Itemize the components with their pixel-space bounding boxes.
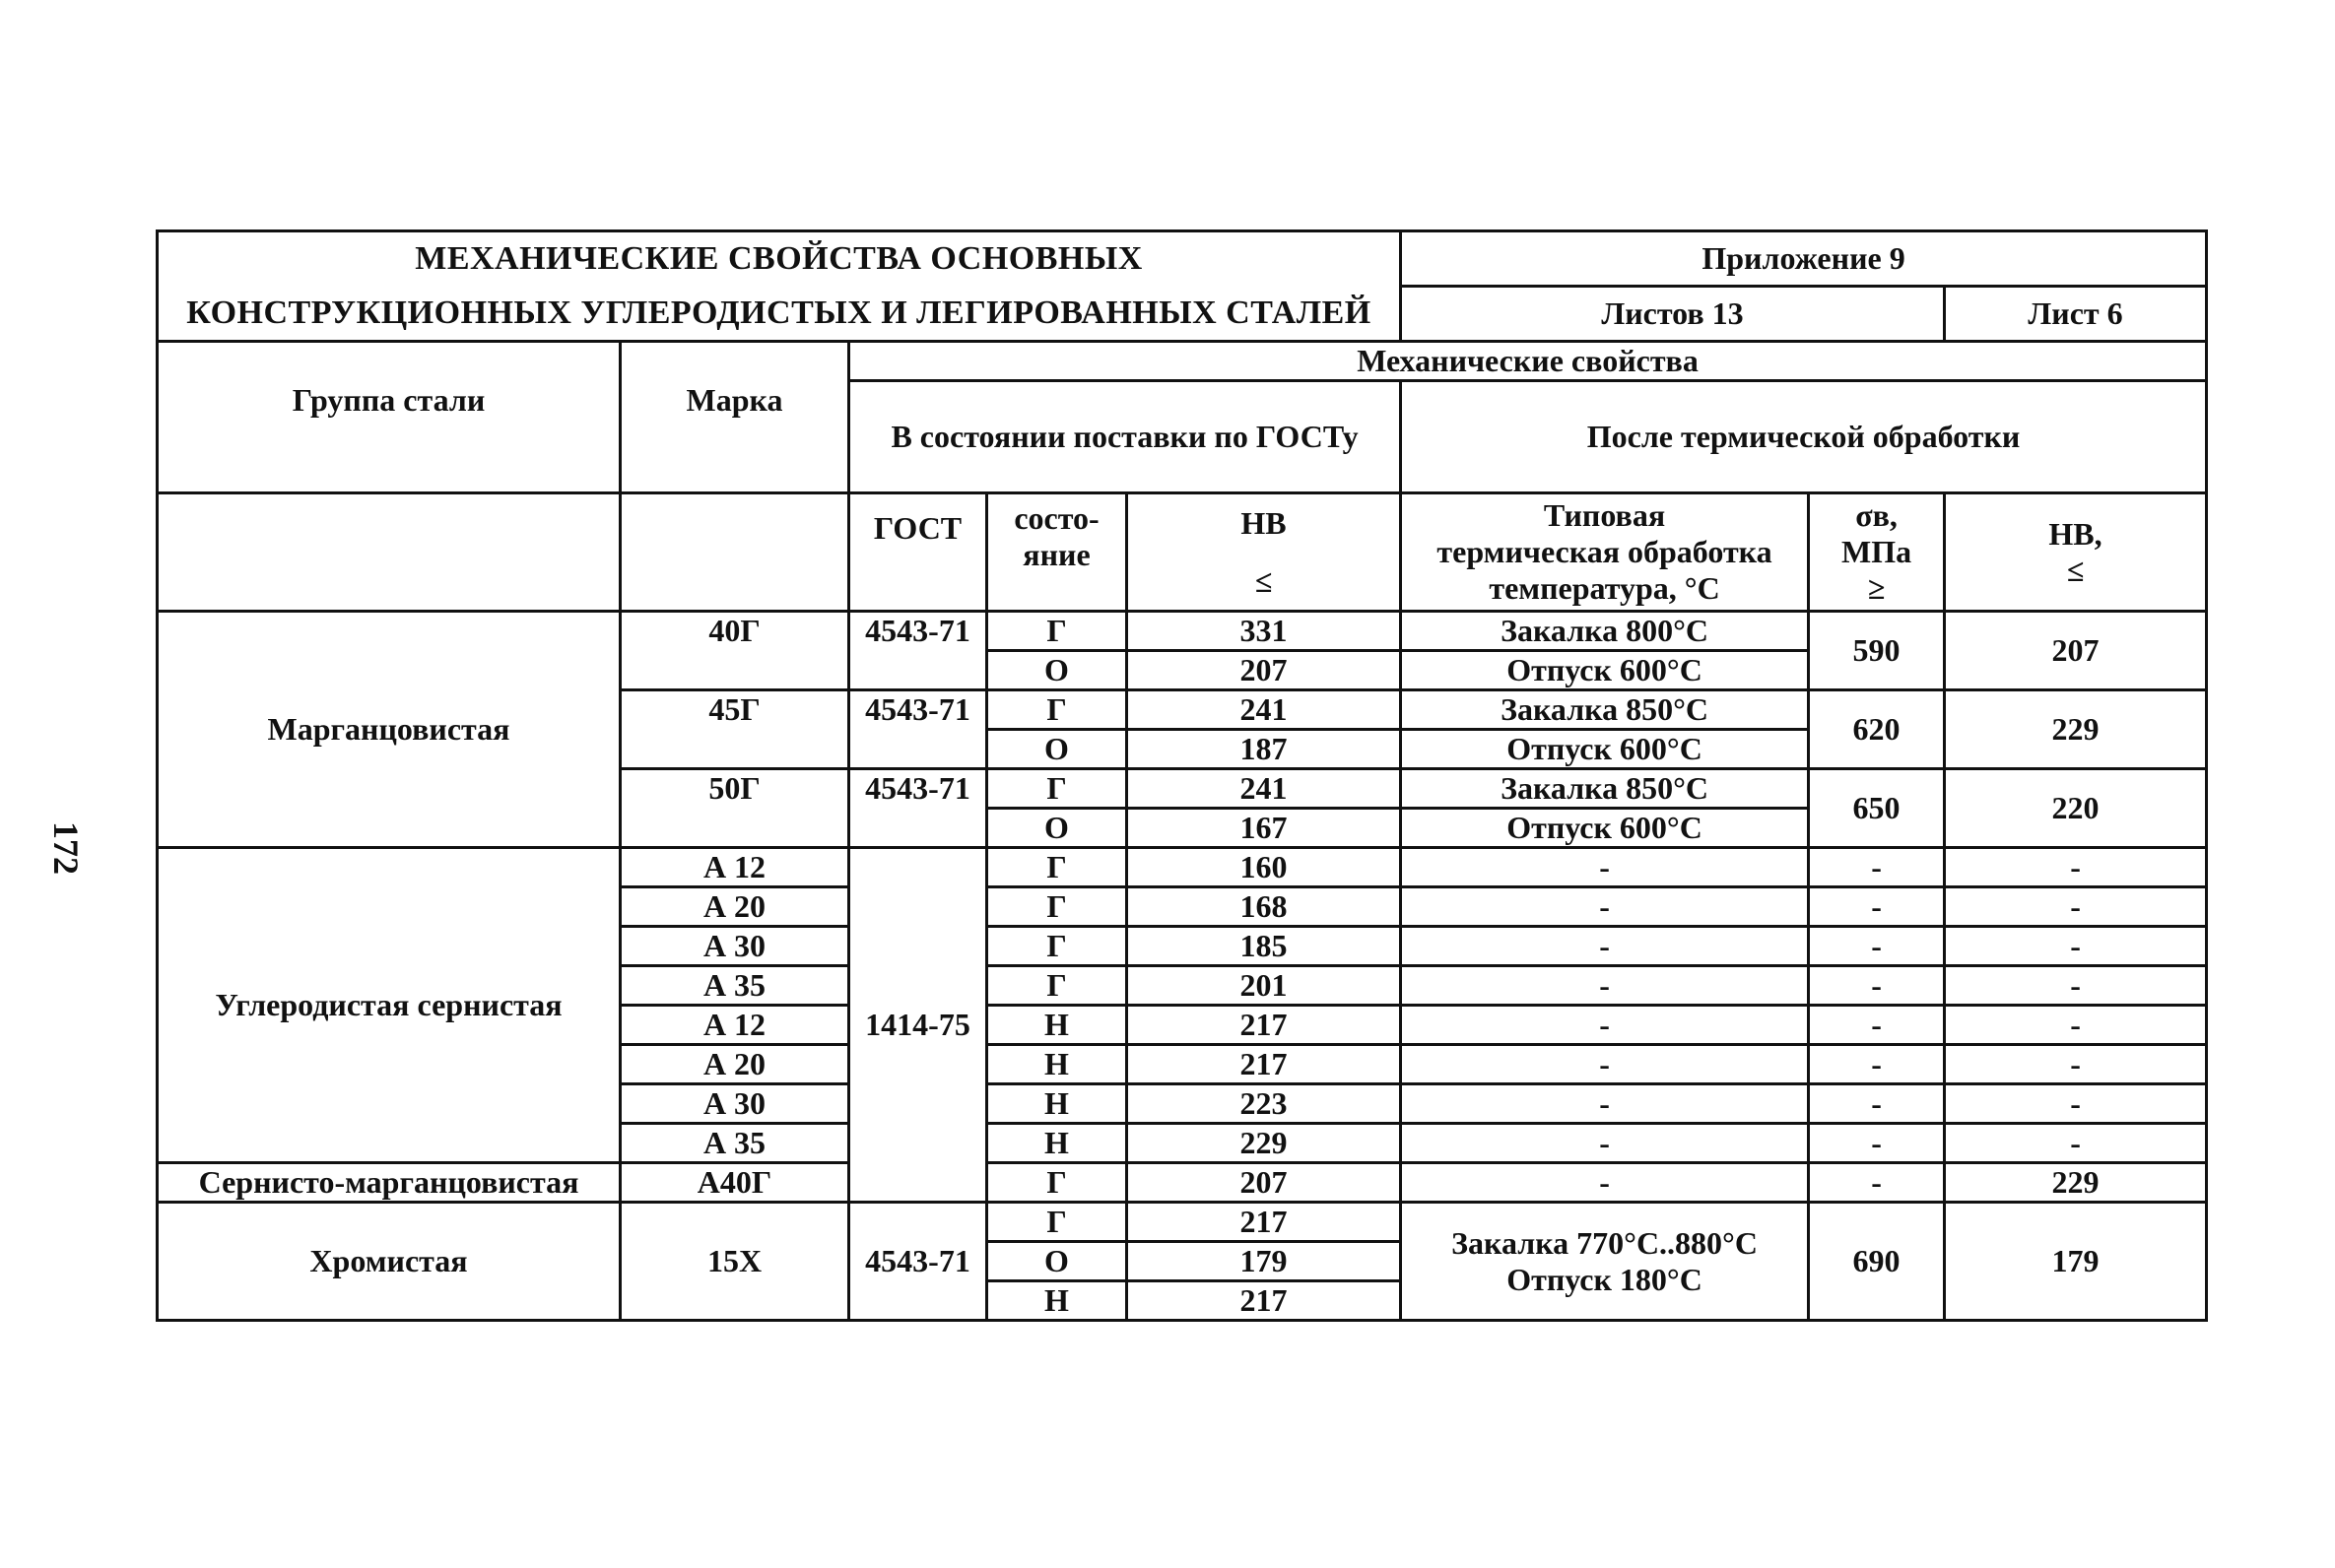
state-cell: Г — [987, 848, 1127, 887]
treatment-cell: Отпуск 600°С — [1401, 809, 1809, 848]
header-after-heat: После термической обработки — [1401, 381, 2207, 493]
header-state-line-1: состо- — [1014, 500, 1100, 536]
grade-cell: А40Г — [621, 1163, 849, 1203]
hb-after-cell: - — [1945, 1124, 2207, 1163]
header-state-line-2: яние — [1023, 536, 1091, 572]
hb-after-cell: - — [1945, 1084, 2207, 1124]
header-grade: Марка — [621, 342, 849, 493]
state-cell: Н — [987, 1045, 1127, 1084]
header-hb-le: ≤ — [1254, 562, 1273, 599]
header-hb-label: НВ — [1240, 504, 1287, 541]
table-row — [158, 612, 2207, 651]
hb-cell: 223 — [1127, 1084, 1401, 1124]
treatment-cell: Закалка 850°С — [1401, 690, 1809, 730]
hb-cell: 229 — [1127, 1124, 1401, 1163]
header-hb-after-le: ≤ — [2066, 552, 2085, 588]
sigma-cell: - — [1809, 1163, 1945, 1203]
treatment-cell: - — [1401, 927, 1809, 966]
hb-cell: 241 — [1127, 690, 1401, 730]
state-cell: Н — [987, 1124, 1127, 1163]
header-sigma-line-3: ≥ — [1867, 569, 1886, 606]
grade-cell: А 30 — [621, 927, 849, 966]
hb-after-cell: - — [1945, 1006, 2207, 1045]
sigma-cell: - — [1809, 1006, 1945, 1045]
header-hb-after — [1945, 493, 2207, 612]
treatment-line-2: Отпуск 180°С — [1506, 1261, 1702, 1297]
gost-cell: 1414-75 — [849, 848, 987, 1203]
group-sulfur-manganese: Сернисто-марганцовистая — [158, 1163, 621, 1203]
hb-cell: 201 — [1127, 966, 1401, 1006]
header-typical-line-2: термическая обработка — [1436, 534, 1772, 570]
treatment-cell: Отпуск 600°С — [1401, 651, 1809, 690]
header-hb — [1127, 493, 1401, 612]
treatment-cell — [1401, 1203, 1809, 1321]
state-cell: Г — [987, 769, 1127, 809]
header-typical-line-1: Типовая — [1543, 497, 1666, 534]
group-manganese: Марганцовистая — [158, 612, 621, 848]
treatment-cell: Отпуск 600°С — [1401, 730, 1809, 769]
grade-cell: А 12 — [621, 1006, 849, 1045]
gost-cell: 4543-71 — [849, 612, 987, 690]
treatment-cell: - — [1401, 966, 1809, 1006]
header-sigma-line-1: σв, — [1855, 497, 1898, 534]
grade-cell: А 20 — [621, 1045, 849, 1084]
header-typical-treatment — [1401, 493, 1809, 612]
state-cell: Г — [987, 927, 1127, 966]
state-cell: Н — [987, 1281, 1127, 1321]
treatment-line-1: Закалка 770°С..880°С — [1451, 1224, 1758, 1261]
hb-cell: 207 — [1127, 1163, 1401, 1203]
hb-cell: 160 — [1127, 848, 1401, 887]
hb-cell: 217 — [1127, 1006, 1401, 1045]
sigma-cell: - — [1809, 887, 1945, 927]
gost-cell: 4543-71 — [849, 1203, 987, 1321]
sigma-cell: - — [1809, 1124, 1945, 1163]
hb-cell: 207 — [1127, 651, 1401, 690]
state-cell: О — [987, 1242, 1127, 1281]
group-sulfur-carbon: Углеродистая сернистая — [158, 848, 621, 1163]
grade-cell: 45Г — [621, 690, 849, 769]
hb-cell: 217 — [1127, 1203, 1401, 1242]
table-row — [158, 1163, 2207, 1203]
hb-after-cell: 220 — [1945, 769, 2207, 848]
group-chrome: Хромистая — [158, 1203, 621, 1321]
state-cell: Г — [987, 966, 1127, 1006]
hb-after-cell: 179 — [1945, 1203, 2207, 1321]
title-line-1: МЕХАНИЧЕСКИЕ СВОЙСТВА ОСНОВНЫХ — [415, 240, 1143, 278]
grade-cell: А 35 — [621, 1124, 849, 1163]
hb-after-cell: - — [1945, 848, 2207, 887]
state-cell: Н — [987, 1006, 1127, 1045]
sigma-cell: - — [1809, 1045, 1945, 1084]
sigma-cell: - — [1809, 927, 1945, 966]
treatment-cell: - — [1401, 848, 1809, 887]
header-row-mech — [158, 342, 2207, 381]
hb-after-cell: - — [1945, 927, 2207, 966]
header-sigma — [1809, 493, 1945, 612]
hb-cell: 217 — [1127, 1281, 1401, 1321]
grade-cell: А 20 — [621, 887, 849, 927]
grade-cell: 50Г — [621, 769, 849, 848]
sigma-cell: - — [1809, 966, 1945, 1006]
appendix-label: Приложение 9 — [1401, 231, 2207, 287]
header-row-sub — [158, 493, 2207, 612]
sigma-cell: - — [1809, 1084, 1945, 1124]
page-number: 172 — [46, 821, 86, 875]
treatment-cell: - — [1401, 1006, 1809, 1045]
hb-after-cell: - — [1945, 887, 2207, 927]
header-gost: ГОСТ — [849, 493, 987, 612]
treatment-cell: - — [1401, 1163, 1809, 1203]
table-row — [158, 1203, 2207, 1242]
state-cell: О — [987, 730, 1127, 769]
sigma-cell: 620 — [1809, 690, 1945, 769]
grade-cell: А 12 — [621, 848, 849, 887]
state-cell: Г — [987, 690, 1127, 730]
table-row — [158, 848, 2207, 887]
hb-cell: 168 — [1127, 887, 1401, 927]
sigma-cell: 590 — [1809, 612, 1945, 690]
grade-cell: 40Г — [621, 612, 849, 690]
hb-after-cell: 229 — [1945, 1163, 2207, 1203]
gost-cell: 4543-71 — [849, 769, 987, 848]
state-cell: О — [987, 651, 1127, 690]
state-cell: Г — [987, 612, 1127, 651]
treatment-cell: - — [1401, 887, 1809, 927]
hb-after-cell: - — [1945, 1045, 2207, 1084]
hb-cell: 185 — [1127, 927, 1401, 966]
hb-after-cell: 207 — [1945, 612, 2207, 690]
steel-properties-table — [156, 229, 2208, 1322]
hb-cell: 179 — [1127, 1242, 1401, 1281]
title-line-2: КОНСТРУКЦИОННЫХ УГЛЕРОДИСТЫХ И ЛЕГИРОВАННЫХ СТАЛЕЙ — [186, 294, 1371, 331]
header-sigma-line-2: МПа — [1840, 534, 1912, 570]
sigma-cell: - — [1809, 848, 1945, 887]
state-cell: Г — [987, 887, 1127, 927]
header-typical-line-3: температура, °С — [1489, 569, 1720, 606]
header-hb-after-label: НВ, — [2048, 515, 2102, 552]
hb-cell: 187 — [1127, 730, 1401, 769]
sigma-cell: 690 — [1809, 1203, 1945, 1321]
treatment-cell: - — [1401, 1124, 1809, 1163]
table-title — [158, 231, 1401, 342]
title-row-1 — [158, 231, 2207, 287]
grade-cell: А 35 — [621, 966, 849, 1006]
header-as-delivered: В состоянии поставки по ГОСТу — [849, 381, 1401, 493]
header-group: Группа стали — [158, 342, 621, 493]
hb-cell: 217 — [1127, 1045, 1401, 1084]
header-empty-group — [158, 493, 621, 612]
treatment-cell: - — [1401, 1084, 1809, 1124]
hb-after-cell: - — [1945, 966, 2207, 1006]
treatment-cell: Закалка 800°С — [1401, 612, 1809, 651]
header-state — [987, 493, 1127, 612]
gost-cell: 4543-71 — [849, 690, 987, 769]
hb-after-cell: 229 — [1945, 690, 2207, 769]
treatment-cell: - — [1401, 1045, 1809, 1084]
hb-cell: 241 — [1127, 769, 1401, 809]
header-empty-grade — [621, 493, 849, 612]
grade-cell: А 30 — [621, 1084, 849, 1124]
hb-cell: 331 — [1127, 612, 1401, 651]
sheets-total: Листов 13 — [1401, 287, 1945, 342]
state-cell: О — [987, 809, 1127, 848]
state-cell: Г — [987, 1163, 1127, 1203]
treatment-cell: Закалка 850°С — [1401, 769, 1809, 809]
sigma-cell: 650 — [1809, 769, 1945, 848]
sheet-number: Лист 6 — [1945, 287, 2207, 342]
header-mech-props: Механические свойства — [849, 342, 2207, 381]
grade-cell: 15Х — [621, 1203, 849, 1321]
hb-cell: 167 — [1127, 809, 1401, 848]
state-cell: Г — [987, 1203, 1127, 1242]
state-cell: Н — [987, 1084, 1127, 1124]
